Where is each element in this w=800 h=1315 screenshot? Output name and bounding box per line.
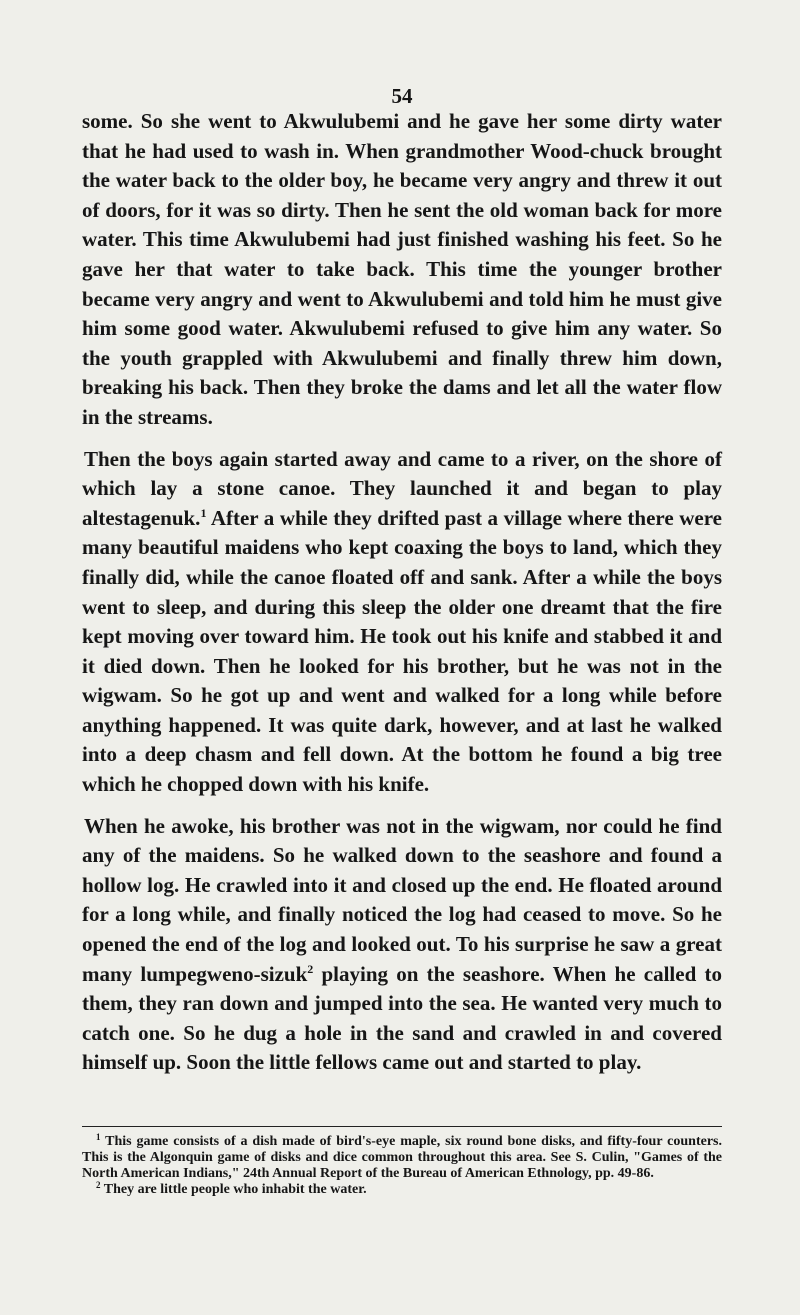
footnote-2-marker: 2 [96, 1180, 101, 1190]
paragraph-2-text-after: After a while they drifted past a village where there were many beautiful maidens who kept coaxing the boys to land, which they finally did, while the canoe floated off and sank. After a while the boys went to sleep, and during this sleep the older one dreamt that the fire kept moving over toward him. He took out his knife and stabbed it and it died down. Then he looked for his brother, but he was not in the wigwam. So he got up and went and walked for a long while before anything happened. It was quite dark, however, and at last he walked into a deep chasm and fell down. At the bottom he found a big tree which he chopped down with his knife. [82, 505, 722, 797]
footnote-2-text: They are little people who inhabit the water. [100, 1182, 367, 1197]
footnote-1-marker: 1 [96, 1132, 101, 1142]
footnotes [82, 1134, 722, 1198]
paragraph-2 [82, 445, 722, 800]
body-text [82, 107, 722, 1090]
paragraph-3 [82, 812, 722, 1078]
paragraph-1: some. So she went to Akwulubemi and he gave her some dirty water that he had used to wash in. When grandmother Wood-chuck brought the water back to the older boy, he became very angry and threw it out of doors, for it was so dirty. Then he sent the old woman back for more water. This time Akwulubemi had just finished washing his feet. So he gave her that water to take back. This time the younger brother became very angry and went to Akwulubemi and told him he must give him some good water. Akwulubemi refused to give him any water. So the youth grappled with Akwulubemi and finally threw him down, breaking his back. Then they broke the dams and let all the water flow in the streams. [82, 109, 722, 429]
footnote-ref-2: 2 [307, 961, 314, 976]
footnote-divider [82, 1126, 722, 1127]
footnote-1-text: This game consists of a dish made of bird's-eye maple, six round bone disks, and fifty-four counters. This is the Algonquin game of disks and dice common throughout this area. See S. Culin, "Games of the North American Indians," 24th Annual Report of the Bureau of American Ethnology, pp. 49-86. [82, 1134, 722, 1181]
page-number: 54 [391, 84, 413, 108]
paragraph-3-text-after: playing on the seashore. When he called to them, they ran down and jumped into the sea. He wanted very much to catch one. So he dug a hole in the sand and crawled in and covered himself up. Soon the little fellows came out and started to play. [82, 961, 722, 1075]
footnote-ref-1: 1 [200, 505, 207, 520]
footnote-2 [82, 1182, 722, 1198]
paragraph-2-text-before: Then the boys again started away and came to a river, on the shore of which lay a stone canoe. They launched it and began to play altestagenuk. [82, 446, 722, 530]
paragraph-3-text-before: When he awoke, his brother was not in the wigwam, nor could he find any of the maidens. So he walked down to the seashore and found a hollow log. He crawled into it and closed up the end. He floated around for a long while, and finally noticed the log had ceased to move. So he opened the end of the log and looked out. To his surprise he saw a great many lumpegweno-sizuk [82, 813, 722, 986]
footnote-1 [82, 1134, 722, 1182]
